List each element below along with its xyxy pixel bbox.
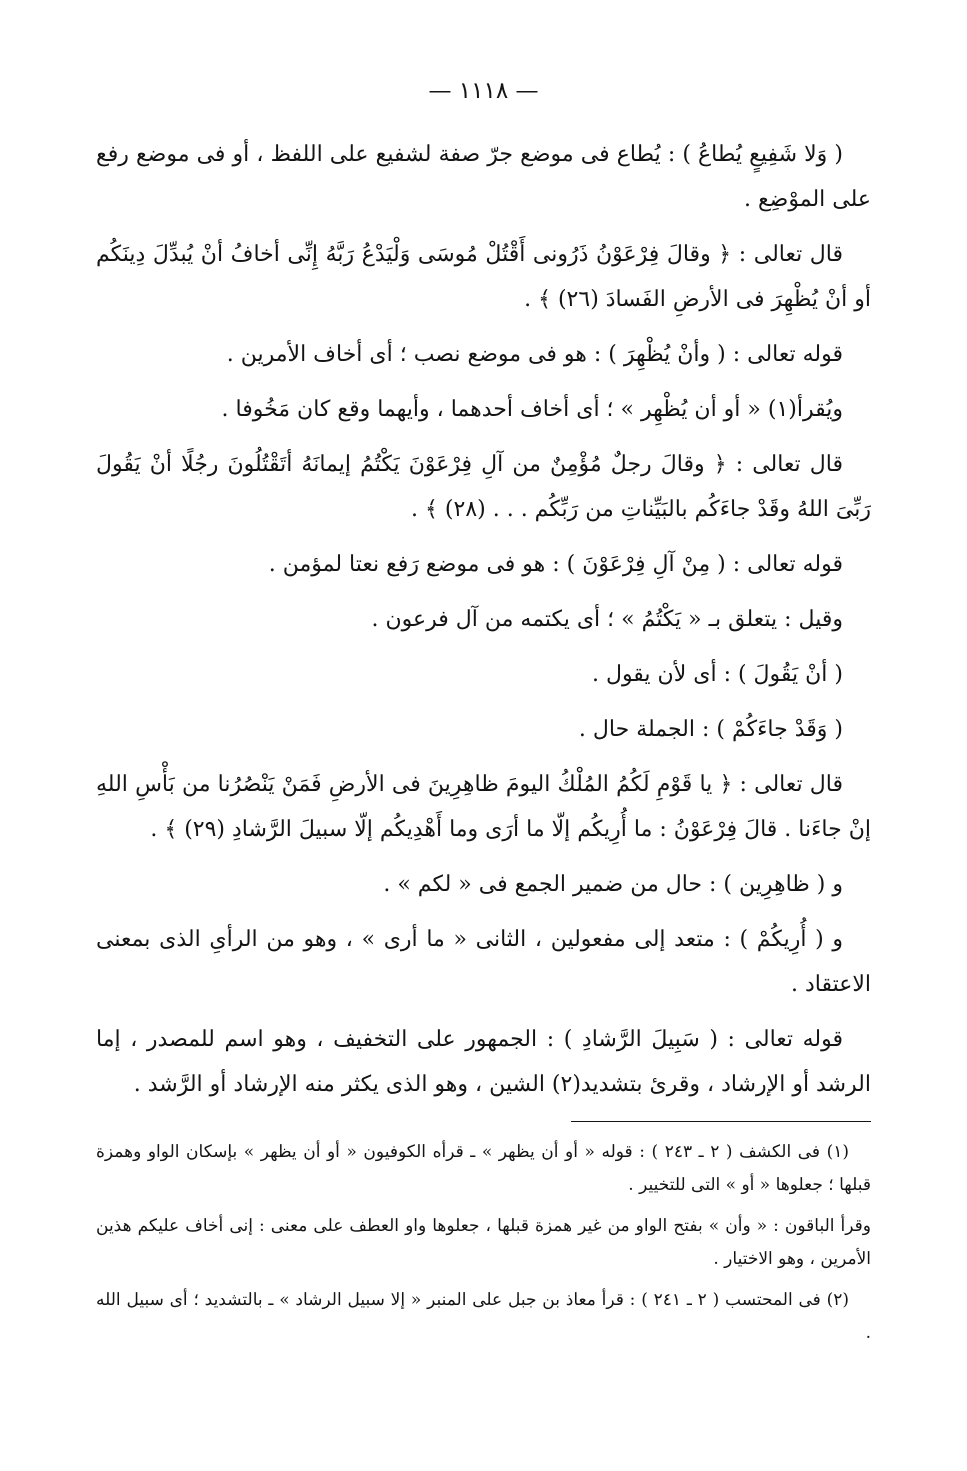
page-number: — ١١١٨ — xyxy=(428,78,539,104)
paragraph-sabil-al-rashad: قوله تعالى : ( سَبِيلَ الرَّشادِ ) : الجمهور على التخفيف ، وهو اسم للمصدر ، إما الرشد أو الإرشاد ، وقرئ بتشديد(٢) الشين ، وهو الذى يكثر منه الإرشاد أو الرَّشد . xyxy=(96,1027,871,1097)
verse-26: قال تعالى : ﴿ وقالَ فِرْعَوْنُ ذَرُونى أَقْتُلْ مُوسَى وَلْيَدْعُ رَبَّهُ إِنِّى أخافُ أنْ يُبدِّلَ دِينَكُم أو أنْ يُظْهِرَ فى الأرضِ الفَسادَ (٢٦) ﴾ . xyxy=(96,242,871,312)
paragraph-wa-an-yuzhir: قوله تعالى : ( وأنْ يُظْهِرَ ) : هو فى موضع نصب ؛ أى أخاف الأمرين . xyxy=(226,342,843,367)
paragraph-reading-aw: ويُقرأ(١) « أو أن يُظْهِر » ؛ أى أخاف أحدهما ، وأيهما وقع كان مَخُوفا . xyxy=(221,397,843,422)
paragraph-an-yaqula: ( أنْ يَقُولَ ) : أى لأن يقول . xyxy=(591,662,843,687)
paragraph-urikum: و ( أُرِيكُمْ ) : متعد إلى مفعولين ، الثانى « ما أرى » ، وهو من الرأىِ الذى بمعنى الاعتقاد . xyxy=(96,927,871,997)
paragraph-min-al-firawn: قوله تعالى : ( مِنْ آلِ فِرْعَوْنَ ) : هو فى موضع رَفع نعتا لمؤمن . xyxy=(268,552,843,577)
footnote-1: (١) فى الكشف ( ٢ ـ ٢٤٣ ) : قوله « أو أن يظهر » ـ قرأه الكوفيون « أو أن يظهر » بإسكان الواو وهمزة قبلها ؛ جعلوها « أو » التى للتخيير . xyxy=(96,1142,871,1195)
verse-29: قال تعالى : ﴿ يا قَوْمِ لَكُمُ المُلْكُ اليومَ ظاهِرِينَ فى الأرضِ فَمَنْ يَنْصُرُنا من بَأْسِ اللهِ إنْ جاءَنا . قالَ فِرْعَوْنُ : ما أُرِيكُم إلّا ما أرَى وما أَهْدِيكُم إلّا سبيلَ الرَّشادِ (٢٩) ﴾ . xyxy=(96,772,871,842)
paragraph-yaktumu: وقيل : يتعلق بـ « يَكْتُمُ » ؛ أى يكتمه من آل فرعون . xyxy=(371,607,843,632)
footnote-1-continued: وقرأ الباقون : « وأن » بفتح الواو من غير همزة قبلها ، جعلوها واو العطف على معنى : إنى أخاف عليكم هذين الأمرين ، وهو الاختيار . xyxy=(96,1216,871,1269)
verse-28: قال تعالى : ﴿ وقالَ رجلٌ مُؤْمِنٌ من آلِ فِرْعَوْنَ يَكْتُمُ إيمانَهُ أتَقْتُلُونَ رجُلًا أنْ يَقُولَ رَبِّىَ اللهُ وقَدْ جاءَكُم بالبَيِّناتِ من رَبِّكُم . . . (٢٨) ﴾ . xyxy=(96,452,871,522)
book-page xyxy=(96,60,871,1431)
footnote-2: (٢) فى المحتسب ( ٢ ـ ٢٤١ ) : قرأ معاذ بن جبل على المنبر « إلا سبيل الرشاد » ـ بالتشديد ؛ أى سبيل الله . xyxy=(96,1290,871,1343)
paragraph-zahirin: و ( ظاهِرِين ) : حال من ضمير الجمع فى « لكم » . xyxy=(383,872,843,897)
main-text xyxy=(96,132,871,1107)
paragraph-wa-qad-jaakum: ( وَقَدْ جاءَكُمْ ) : الجملة حال . xyxy=(578,717,843,742)
footnotes xyxy=(96,1136,871,1350)
paragraph-la-shafi: ( وَلا شَفِيعٍ يُطاعُ ) : يُطاع فى موضع جرّ صفة لشفيع على اللفظ ، أو فى موضع رفع على الموْضِع . xyxy=(96,142,871,212)
footnote-divider xyxy=(571,1121,871,1122)
